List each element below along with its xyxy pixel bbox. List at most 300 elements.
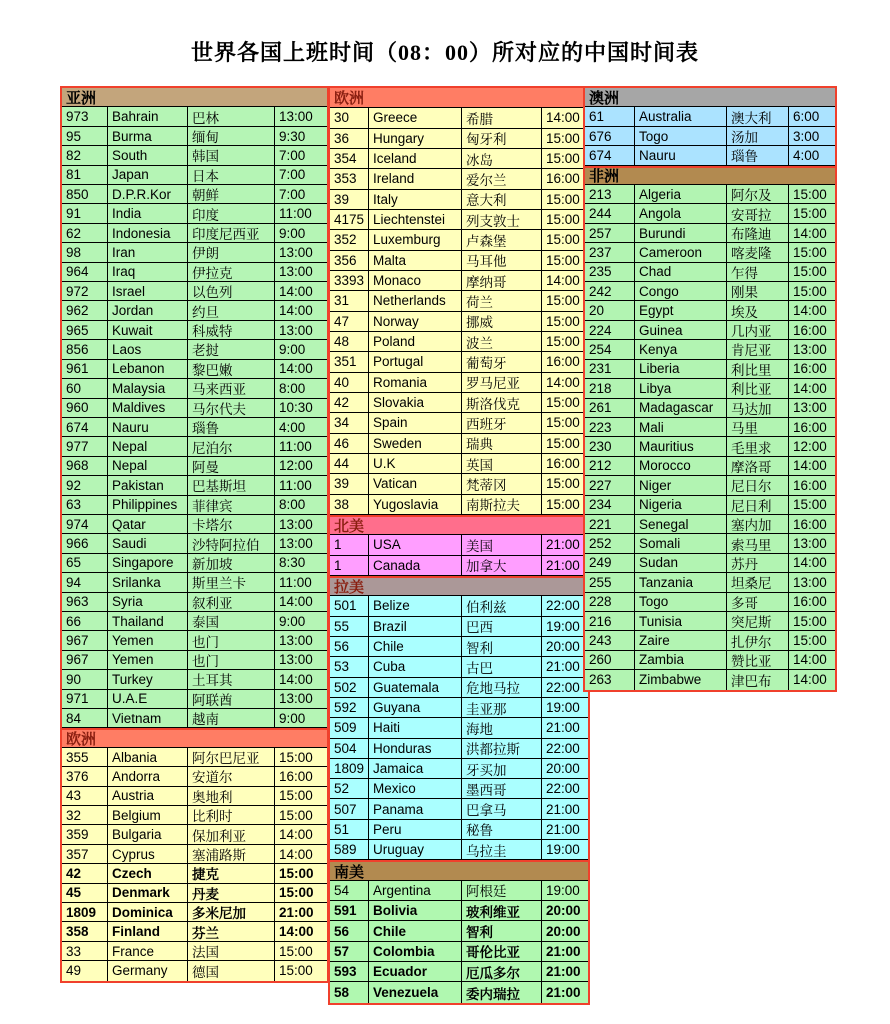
cell-country-zh: 斯里兰卡 xyxy=(188,573,275,591)
cell-country-en: Iraq xyxy=(108,263,188,281)
cell-country-zh: 阿尔巴尼亚 xyxy=(188,748,275,766)
cell-country-en: Denmark xyxy=(108,884,188,902)
cell-time: 21:00 xyxy=(546,537,580,553)
table-row xyxy=(585,399,835,418)
cell-country-zh: 多哥 xyxy=(727,593,789,611)
cell-country-en: Nepal xyxy=(108,437,188,455)
cell-time: 12:00 xyxy=(279,458,313,474)
cell-country-zh: 智利 xyxy=(462,637,542,656)
cell-dial-code: 501 xyxy=(330,596,369,615)
table-row xyxy=(330,799,588,819)
cell-dial-code: 53 xyxy=(330,657,369,676)
cell-country-zh: 安哥拉 xyxy=(727,204,789,222)
cell-dial-code: 967 xyxy=(62,631,108,649)
table-row xyxy=(62,340,327,359)
cell-dial-code: 44 xyxy=(330,454,369,473)
table-row xyxy=(330,881,588,901)
cell-time: 21:00 xyxy=(546,557,580,573)
cell-country-zh: 伊拉克 xyxy=(188,263,275,281)
table-row xyxy=(62,670,327,689)
cell-country-zh: 摩纳哥 xyxy=(462,271,542,290)
table-row xyxy=(62,496,327,515)
cell-time: 7:00 xyxy=(279,186,306,202)
cell-dial-code: 964 xyxy=(62,263,108,281)
cell-country-en: South xyxy=(108,146,188,164)
table-row xyxy=(62,825,327,844)
table-row xyxy=(330,495,588,515)
cell-country-zh: 捷克 xyxy=(188,864,275,882)
cell-country-zh: 沙特阿拉伯 xyxy=(188,534,275,552)
cell-time: 14:00 xyxy=(279,594,313,610)
cell-country-en: Guyana xyxy=(369,698,462,717)
table-row xyxy=(330,230,588,250)
cell-dial-code: 252 xyxy=(585,534,635,552)
cell-dial-code: 242 xyxy=(585,282,635,300)
cell-country-zh: 缅甸 xyxy=(188,127,275,145)
cell-country-en: Bulgaria xyxy=(108,825,188,843)
cell-country-en: Jamaica xyxy=(369,759,462,778)
cell-country-zh: 新加坡 xyxy=(188,554,275,572)
cell-time: 21:00 xyxy=(279,904,314,920)
cell-country-en: Albania xyxy=(108,748,188,766)
cell-dial-code: 351 xyxy=(330,352,369,371)
cell-country-en: Italy xyxy=(369,190,462,209)
cell-country-en: Romania xyxy=(369,373,462,392)
table-row xyxy=(330,556,588,576)
table-row xyxy=(330,779,588,799)
cell-country-en: Slovakia xyxy=(369,393,462,412)
table-row xyxy=(62,146,327,165)
cell-dial-code: 56 xyxy=(330,637,369,656)
cell-dial-code: 355 xyxy=(62,748,108,766)
cell-country-en: Liechtenstei xyxy=(369,210,462,229)
cell-country-en: Haiti xyxy=(369,718,462,737)
cell-country-zh: 匈牙利 xyxy=(462,129,542,148)
cell-dial-code: 20 xyxy=(585,301,635,319)
cell-time: 16:00 xyxy=(793,361,827,377)
table-row xyxy=(330,434,588,454)
cell-time: 8:00 xyxy=(279,497,306,513)
cell-time: 7:00 xyxy=(279,167,306,183)
cell-dial-code: 359 xyxy=(62,825,108,843)
cell-time: 22:00 xyxy=(546,740,580,756)
cell-dial-code: 676 xyxy=(585,127,635,145)
table-row xyxy=(330,596,588,616)
cell-country-zh: 津巴布 xyxy=(727,670,789,689)
cell-time: 10:30 xyxy=(279,400,313,416)
cell-time: 15:00 xyxy=(279,963,313,979)
cell-country-en: Cuba xyxy=(369,657,462,676)
cell-dial-code: 43 xyxy=(62,787,108,805)
section-header: 拉美 xyxy=(330,576,588,596)
cell-country-zh: 巴基斯坦 xyxy=(188,476,275,494)
cell-country-en: Vietnam xyxy=(108,709,188,727)
cell-dial-code: 48 xyxy=(330,332,369,351)
cell-country-en: Greece xyxy=(369,108,462,127)
table-row xyxy=(585,437,835,456)
cell-dial-code: 968 xyxy=(62,457,108,475)
table-row xyxy=(585,457,835,476)
cell-dial-code: 213 xyxy=(585,185,635,203)
table-row xyxy=(62,922,327,941)
cell-country-zh: 印度 xyxy=(188,204,275,222)
cell-country-zh: 丹麦 xyxy=(188,884,275,902)
cell-country-en: Japan xyxy=(108,166,188,184)
cell-time: 13:00 xyxy=(279,244,313,260)
cell-country-en: Malta xyxy=(369,251,462,270)
cell-country-zh: 危地马拉 xyxy=(462,678,542,697)
cell-time: 12:00 xyxy=(793,439,827,455)
cell-time: 3:00 xyxy=(793,128,820,144)
cell-country-en: France xyxy=(108,942,188,960)
table-row xyxy=(62,767,327,786)
cell-dial-code: 352 xyxy=(330,230,369,249)
cell-country-zh: 巴西 xyxy=(462,617,542,636)
cell-time: 8:30 xyxy=(279,555,306,571)
cell-dial-code: 4175 xyxy=(330,210,369,229)
cell-country-en: Singapore xyxy=(108,554,188,572)
cell-country-en: Somali xyxy=(635,534,727,552)
cell-country-en: Qatar xyxy=(108,515,188,533)
cell-time: 13:00 xyxy=(279,691,313,707)
cell-dial-code: 54 xyxy=(330,881,369,900)
cell-country-zh: 澳大利 xyxy=(727,107,789,125)
cell-time: 15:00 xyxy=(793,206,827,222)
cell-country-en: Morocco xyxy=(635,457,727,475)
table-row xyxy=(330,454,588,474)
table-row xyxy=(330,759,588,779)
table-row xyxy=(330,312,588,332)
table-row xyxy=(62,476,327,495)
cell-dial-code: 962 xyxy=(62,301,108,319)
cell-dial-code: 55 xyxy=(330,617,369,636)
table-row xyxy=(330,901,588,921)
cell-country-zh: 保加利亚 xyxy=(188,825,275,843)
cell-time: 14:00 xyxy=(279,671,313,687)
cell-country-zh: 乍得 xyxy=(727,263,789,281)
cell-country-zh: 罗马尼亚 xyxy=(462,373,542,392)
table-row xyxy=(330,962,588,982)
cell-dial-code: 589 xyxy=(330,840,369,859)
cell-country-en: Saudi xyxy=(108,534,188,552)
cell-time: 16:00 xyxy=(279,768,313,784)
cell-dial-code: 90 xyxy=(62,670,108,688)
cell-country-en: Tanzania xyxy=(635,573,727,591)
cell-country-zh: 德国 xyxy=(188,961,275,980)
table-row xyxy=(62,243,327,262)
cell-country-zh: 尼泊尔 xyxy=(188,437,275,455)
cell-time: 14:00 xyxy=(793,555,827,571)
table-row xyxy=(62,690,327,709)
cell-dial-code: 39 xyxy=(330,474,369,493)
cell-country-en: Zimbabwe xyxy=(635,670,727,689)
cell-country-zh: 列支敦士 xyxy=(462,210,542,229)
table-row xyxy=(62,515,327,534)
table-row xyxy=(62,107,327,126)
cell-country-zh: 芬兰 xyxy=(188,922,275,940)
cell-dial-code: 32 xyxy=(62,806,108,824)
cell-country-zh: 布隆迪 xyxy=(727,224,789,242)
cell-time: 15:00 xyxy=(546,151,580,167)
cell-country-en: Vatican xyxy=(369,474,462,493)
cell-dial-code: 230 xyxy=(585,437,635,455)
cell-country-zh: 巴林 xyxy=(188,107,275,125)
table-row xyxy=(585,243,835,262)
cell-country-en: Senegal xyxy=(635,515,727,533)
cell-dial-code: 972 xyxy=(62,282,108,300)
cell-dial-code: 56 xyxy=(330,921,369,940)
cell-country-en: Libya xyxy=(635,379,727,397)
cell-dial-code: 235 xyxy=(585,263,635,281)
table-row xyxy=(62,845,327,864)
cell-country-en: Lebanon xyxy=(108,360,188,378)
cell-country-en: Algeria xyxy=(635,185,727,203)
table-row xyxy=(330,718,588,738)
cell-country-zh: 卡塔尔 xyxy=(188,515,275,533)
cell-country-en: Indonesia xyxy=(108,224,188,242)
cell-country-zh: 扎伊尔 xyxy=(727,631,789,649)
cell-time: 14:00 xyxy=(279,361,313,377)
cell-dial-code: 30 xyxy=(330,108,369,127)
table-row xyxy=(62,573,327,592)
cell-country-zh: 古巴 xyxy=(462,657,542,676)
cell-country-en: Yemen xyxy=(108,651,188,669)
cell-time: 8:00 xyxy=(279,380,306,396)
cell-time: 6:00 xyxy=(793,109,820,125)
section-header: 亚洲 xyxy=(62,88,327,107)
cell-country-zh: 海地 xyxy=(462,718,542,737)
cell-country-zh: 科威特 xyxy=(188,321,275,339)
cell-country-zh: 刚果 xyxy=(727,282,789,300)
cell-dial-code: 509 xyxy=(330,718,369,737)
cell-dial-code: 49 xyxy=(62,961,108,980)
cell-dial-code: 58 xyxy=(330,982,369,1002)
cell-dial-code: 98 xyxy=(62,243,108,261)
cell-country-en: Iran xyxy=(108,243,188,261)
table-row xyxy=(62,437,327,456)
cell-country-zh: 美国 xyxy=(462,535,542,554)
table-row xyxy=(62,457,327,476)
table-row xyxy=(330,332,588,352)
cell-country-zh: 马里 xyxy=(727,418,789,436)
cell-country-zh: 泰国 xyxy=(188,612,275,630)
cell-time: 13:00 xyxy=(793,400,827,416)
cell-time: 22:00 xyxy=(546,679,580,695)
table-row xyxy=(330,210,588,230)
cell-dial-code: 507 xyxy=(330,799,369,818)
table-row xyxy=(585,554,835,573)
cell-time: 15:00 xyxy=(546,191,580,207)
table-row xyxy=(330,678,588,698)
table-row xyxy=(585,263,835,282)
cell-dial-code: 38 xyxy=(330,495,369,514)
cell-dial-code: 856 xyxy=(62,340,108,358)
cell-country-zh: 瑙鲁 xyxy=(188,418,275,436)
cell-time: 21:00 xyxy=(546,964,581,980)
table-row xyxy=(62,224,327,243)
table-row xyxy=(330,921,588,941)
cell-time: 19:00 xyxy=(546,618,580,634)
cell-time: 13:00 xyxy=(793,341,827,357)
cell-dial-code: 967 xyxy=(62,651,108,669)
cell-dial-code: 961 xyxy=(62,360,108,378)
cell-time: 15:00 xyxy=(793,497,827,513)
cell-country-zh: 意大利 xyxy=(462,190,542,209)
cell-country-en: Colombia xyxy=(369,942,462,961)
cell-country-en: Czech xyxy=(108,864,188,882)
cell-country-en: Mauritius xyxy=(635,437,727,455)
page-title: 世界各国上班时间（08：00）所对应的中国时间表 xyxy=(190,40,699,65)
cell-dial-code: 237 xyxy=(585,243,635,261)
cell-country-zh: 塞内加 xyxy=(727,515,789,533)
cell-time: 11:00 xyxy=(279,206,312,222)
table-row xyxy=(330,352,588,372)
cell-time: 20:00 xyxy=(546,923,581,939)
cell-time: 14:00 xyxy=(793,458,827,474)
cell-dial-code: 963 xyxy=(62,593,108,611)
section-header: 欧洲 xyxy=(62,728,327,747)
section-header: 澳洲 xyxy=(585,88,835,107)
table-row xyxy=(585,534,835,553)
cell-dial-code: 255 xyxy=(585,573,635,591)
cell-country-zh: 伊朗 xyxy=(188,243,275,261)
table-row xyxy=(62,651,327,670)
cell-country-en: Canada xyxy=(369,556,462,575)
cell-country-en: Nigeria xyxy=(635,496,727,514)
cell-country-zh: 比利时 xyxy=(188,806,275,824)
section-header: 非洲 xyxy=(585,166,835,185)
cell-country-en: Bolivia xyxy=(369,901,462,920)
cell-time: 9:00 xyxy=(279,341,306,357)
cell-country-zh: 肯尼亚 xyxy=(727,340,789,358)
cell-country-zh: 突尼斯 xyxy=(727,612,789,630)
cell-dial-code: 358 xyxy=(62,922,108,940)
cell-time: 20:00 xyxy=(546,639,580,655)
cell-country-en: Egypt xyxy=(635,301,727,319)
cell-country-zh: 坦桑尼 xyxy=(727,573,789,591)
cell-dial-code: 261 xyxy=(585,399,635,417)
table-row xyxy=(62,418,327,437)
cell-time: 16:00 xyxy=(793,516,827,532)
cell-country-en: Laos xyxy=(108,340,188,358)
cell-time: 15:00 xyxy=(793,186,827,202)
cell-time: 15:00 xyxy=(546,293,580,309)
cell-time: 13:00 xyxy=(793,574,827,590)
cell-country-en: Mexico xyxy=(369,779,462,798)
cell-dial-code: 57 xyxy=(330,942,369,961)
table-row xyxy=(62,748,327,767)
cell-time: 21:00 xyxy=(546,720,580,736)
cell-time: 9:00 xyxy=(279,710,306,726)
cell-country-zh: 伯利兹 xyxy=(462,596,542,615)
table-row xyxy=(585,593,835,612)
cell-country-zh: 委内瑞拉 xyxy=(462,982,542,1002)
cell-dial-code: 221 xyxy=(585,515,635,533)
cell-dial-code: 593 xyxy=(330,962,369,981)
cell-time: 20:00 xyxy=(546,903,581,919)
cell-time: 4:00 xyxy=(279,419,306,435)
table-row xyxy=(585,185,835,204)
cell-time: 21:00 xyxy=(546,659,580,675)
cell-country-zh: 尼日利 xyxy=(727,496,789,514)
cell-country-en: Togo xyxy=(635,593,727,611)
cell-country-zh: 塞浦路斯 xyxy=(188,845,275,863)
cell-time: 11:00 xyxy=(279,439,312,455)
table-row xyxy=(330,190,588,210)
cell-country-en: Congo xyxy=(635,282,727,300)
cell-dial-code: 51 xyxy=(330,820,369,839)
cell-country-en: Zaire xyxy=(635,631,727,649)
cell-dial-code: 45 xyxy=(62,884,108,902)
cell-dial-code: 65 xyxy=(62,554,108,572)
cell-country-en: Syria xyxy=(108,593,188,611)
cell-time: 14:00 xyxy=(793,225,827,241)
cell-time: 15:00 xyxy=(279,749,313,765)
cell-country-zh: 南斯拉夫 xyxy=(462,495,542,514)
cell-dial-code: 47 xyxy=(330,312,369,331)
cell-country-en: Yemen xyxy=(108,631,188,649)
cell-dial-code: 850 xyxy=(62,185,108,203)
cell-country-zh: 日本 xyxy=(188,166,275,184)
cell-country-zh: 老挝 xyxy=(188,340,275,358)
cell-country-en: Togo xyxy=(635,127,727,145)
table-row xyxy=(62,282,327,301)
cell-time: 15:00 xyxy=(793,244,827,260)
cell-country-zh: 马耳他 xyxy=(462,251,542,270)
cell-time: 14:00 xyxy=(546,374,580,390)
cell-time: 11:00 xyxy=(279,477,312,493)
cell-country-en: Chile xyxy=(369,637,462,656)
cell-country-zh: 土耳其 xyxy=(188,670,275,688)
cell-country-en: Belize xyxy=(369,596,462,615)
table-row xyxy=(330,474,588,494)
cell-country-zh: 马尔代夫 xyxy=(188,399,275,417)
table-column-asia-europe xyxy=(60,86,329,983)
cell-time: 21:00 xyxy=(546,801,580,817)
cell-time: 16:00 xyxy=(793,322,827,338)
cell-country-zh: 几内亚 xyxy=(727,321,789,339)
cell-country-zh: 英国 xyxy=(462,454,542,473)
cell-country-zh: 安道尔 xyxy=(188,767,275,785)
cell-dial-code: 84 xyxy=(62,709,108,727)
table-row xyxy=(62,263,327,282)
table-row xyxy=(330,129,588,149)
cell-time: 15:00 xyxy=(546,415,580,431)
cell-time: 15:00 xyxy=(279,943,313,959)
cell-dial-code: 60 xyxy=(62,379,108,397)
cell-time: 21:00 xyxy=(546,821,580,837)
cell-country-zh: 阿联酋 xyxy=(188,690,275,708)
cell-time: 16:00 xyxy=(793,594,827,610)
cell-dial-code: 92 xyxy=(62,476,108,494)
cell-dial-code: 257 xyxy=(585,224,635,242)
cell-time: 9:00 xyxy=(279,613,306,629)
cell-time: 13:00 xyxy=(279,652,313,668)
cell-country-zh: 加拿大 xyxy=(462,556,542,575)
cell-time: 4:00 xyxy=(793,147,820,163)
cell-country-en: Cameroon xyxy=(635,243,727,261)
table-row xyxy=(62,321,327,340)
cell-time: 14:00 xyxy=(279,303,313,319)
cell-country-zh: 也门 xyxy=(188,651,275,669)
cell-time: 15:00 xyxy=(546,313,580,329)
table-row xyxy=(330,271,588,291)
cell-country-en: Turkey xyxy=(108,670,188,688)
cell-dial-code: 82 xyxy=(62,146,108,164)
cell-dial-code: 63 xyxy=(62,496,108,514)
cell-dial-code: 353 xyxy=(330,169,369,188)
cell-country-zh: 厄瓜多尔 xyxy=(462,962,542,981)
